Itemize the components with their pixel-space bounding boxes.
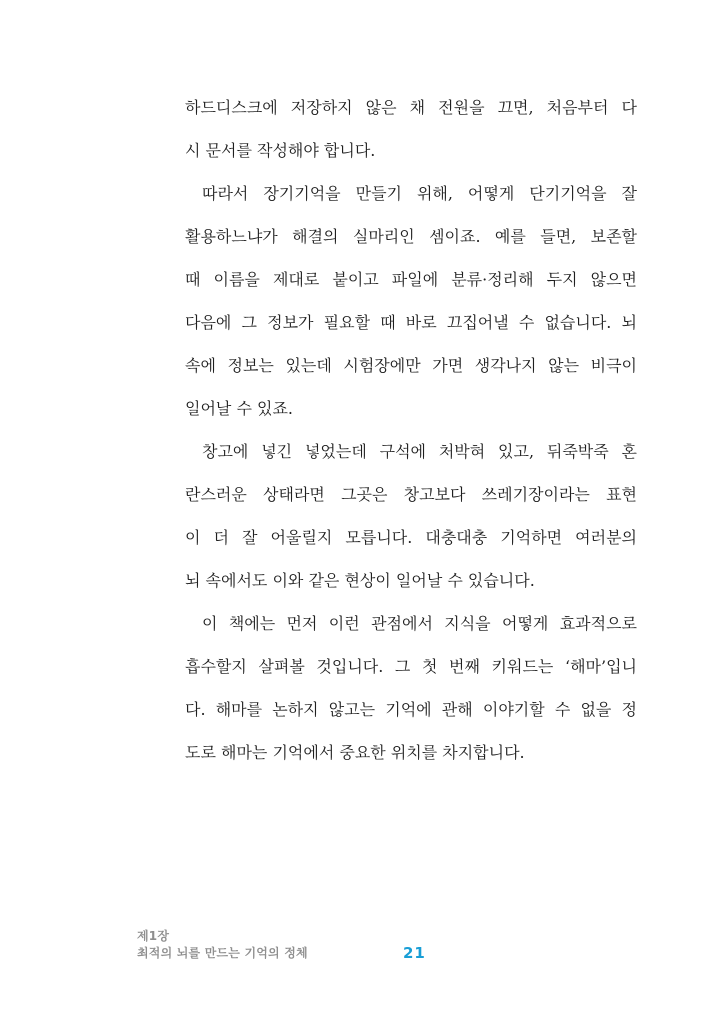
text-line: 활용하느냐가 해결의 실마리인 셈이죠. 예를 들면, 보존할	[185, 227, 637, 246]
text-line: 속에 정보는 있는데 시험장에만 가면 생각나지 않는 비극이	[185, 356, 637, 375]
text-line: 하드디스크에 저장하지 않은 채 전원을 끄면, 처음부터 다	[185, 98, 637, 117]
body-text	[185, 86, 637, 774]
footer-chapter-info	[137, 928, 308, 962]
text-line: 뇌 속에서도 이와 같은 현상이 일어날 수 있습니다.	[185, 571, 535, 590]
chapter-label: 제1장	[137, 929, 170, 943]
text-line: 다. 해마를 논하지 않고는 기억에 관해 이야기할 수 없을 정	[185, 700, 637, 719]
text-line: 이 더 잘 어울릴지 모릅니다. 대충대충 기억하면 여러분의	[185, 528, 637, 547]
chapter-title: 최적의 뇌를 만드는 기억의 정체	[137, 946, 308, 960]
text-line: 창고에 넣긴 넣었는데 구석에 처박혀 있고, 뒤죽박죽 혼	[202, 442, 637, 461]
text-line: 란스러운 상태라면 그곳은 창고보다 쓰레기장이라는 표현	[185, 485, 637, 504]
page-number: 21	[403, 944, 426, 962]
text-line: 도로 해마는 기억에서 중요한 위치를 차지합니다.	[185, 743, 525, 762]
text-line: 따라서 장기기억을 만들기 위해, 어떻게 단기기억을 잘	[202, 184, 637, 203]
text-line: 일어날 수 있죠.	[185, 399, 293, 418]
text-line: 시 문서를 작성해야 합니다.	[185, 141, 376, 160]
text-line: 때 이름을 제대로 붙이고 파일에 분류·정리해 두지 않으면	[185, 270, 637, 289]
text-line: 이 책에는 먼저 이런 관점에서 지식을 어떻게 효과적으로	[202, 614, 637, 633]
text-line: 흡수할지 살펴볼 것입니다. 그 첫 번째 키워드는 ‘해마’입니	[185, 657, 637, 676]
text-line: 다음에 그 정보가 필요할 때 바로 끄집어낼 수 없습니다. 뇌	[185, 313, 637, 332]
